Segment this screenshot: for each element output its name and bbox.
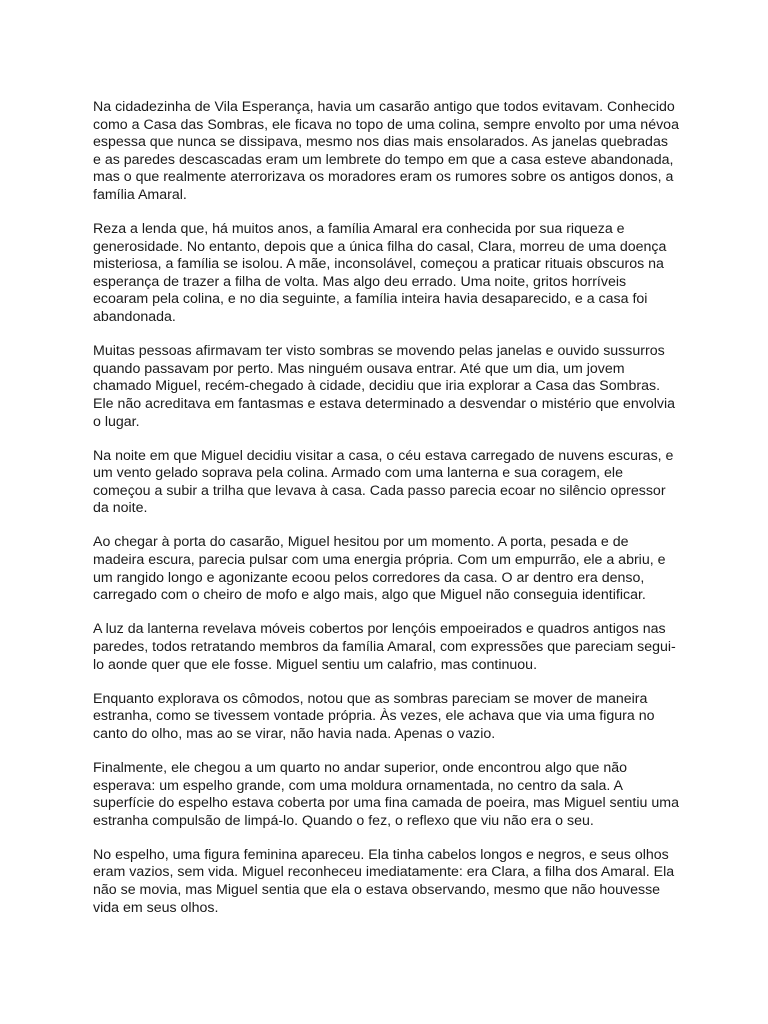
paragraph-8: Finalmente, ele chegou a um quarto no andar superior, onde encontrou algo que não esperava: um espelho grande, com uma moldura ornamentada, no centro da sala. A superfície do espelho estava coberta por uma fina camada de poeira, mas Miguel sentiu uma estranha compulsão de limpá-lo. Quando o fez, o reflexo que viu não era o seu. <box>93 759 679 829</box>
paragraph-6: A luz da lanterna revelava móveis cobertos por lençóis empoeirados e quadros antigos nas paredes, todos retratando membros da família Amaral, com expressões que pareciam segui-lo aonde quer que ele fosse. Miguel sentiu um calafrio, mas continuou. <box>93 621 676 673</box>
paragraph-2: Reza a lenda que, há muitos anos, a família Amaral era conhecida por sua riqueza e generosidade. No entanto, depois que a única filha do casal, Clara, morreu de uma doença misteriosa, a família se isolou. A mãe, inconsolável, começou a praticar rituais obscuros na esperança de trazer a filha de volta. Mas algo deu errado. Uma noite, gritos horríveis ecoaram pela colina, e no dia seguinte, a família inteira havia desaparecido, e a casa foi abandonada. <box>93 221 667 326</box>
paragraph-1: Na cidadezinha de Vila Esperança, havia um casarão antigo que todos evitavam. Conhecido como a Casa das Sombras, ele ficava no topo de uma colina, sempre envolto por uma névoa espessa que nunca se dissipava, mesmo nos dias mais ensolarados. As janelas quebradas e as paredes descascadas eram um lembrete do tempo em que a casa esteve abandonada, mas o que realmente aterrorizava os moradores eram os rumores sobre os antigos donos, a família Amaral. <box>93 99 679 203</box>
paragraph-7: Enquanto explorava os cômodos, notou que as sombras pareciam se mover de maneira estranha, como se tivessem vontade própria. Às vezes, ele achava que via uma figura no canto do olho, mas ao se virar, não havia nada. Apenas o vazio. <box>93 690 655 742</box>
paragraph-3: Muitas pessoas afirmavam ter visto sombras se movendo pelas janelas e ouvido sussurros quando passavam por perto. Mas ninguém ousava entrar. Até que um dia, um jovem chamado Miguel, recém-chegado à cidade, decidiu que iria explorar a Casa das Sombras. Ele não acreditava em fantasmas e estava determinado a desvendar o mistério que envolvia o lugar. <box>93 343 676 430</box>
document-page <box>93 99 679 917</box>
paragraph-5: Ao chegar à porta do casarão, Miguel hesitou por um momento. A porta, pesada e de madeira escura, parecia pulsar com uma energia própria. Com um empurrão, ele a abriu, e um rangido longo e agonizante ecoou pelos corredores da casa. O ar dentro era denso, carregado com o cheiro de mofo e algo mais, algo que Miguel não conseguia identificar. <box>93 534 666 604</box>
paragraph-9: No espelho, uma figura feminina apareceu. Ela tinha cabelos longos e negros, e seus olhos eram vazios, sem vida. Miguel reconheceu imediatamente: era Clara, a filha dos Amaral. Ela não se movia, mas Miguel sentia que ela o estava observando, mesmo que não houvesse vida em seus olhos. <box>93 846 675 916</box>
paragraph-4: Na noite em que Miguel decidiu visitar a casa, o céu estava carregado de nuvens escuras, e um vento gelado soprava pela colina. Armado com uma lanterna e sua coragem, ele começou a subir a trilha que levava à casa. Cada passo parecia ecoar no silêncio opressor da noite. <box>93 447 674 517</box>
